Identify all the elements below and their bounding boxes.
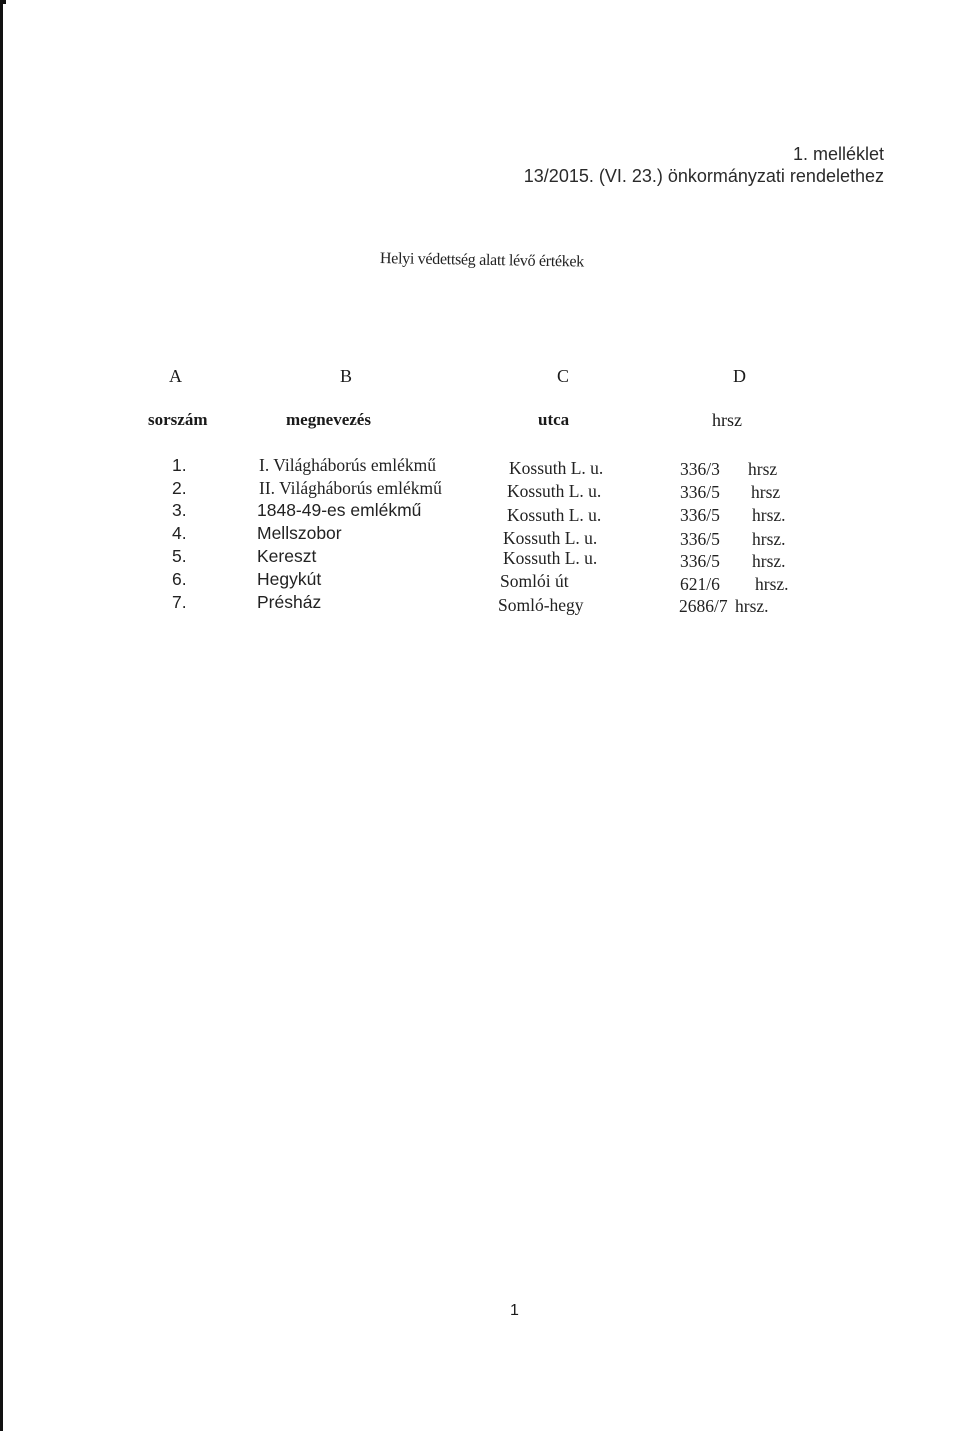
row-5-name: Kereszt [257,546,317,566]
row-2-unit: hrsz [751,482,781,502]
column-letter-a: A [169,366,182,386]
column-letter-c: C [557,366,570,386]
column-letter-b: B [340,366,353,386]
column-letter-d: D [733,366,746,386]
row-7-name: Présház [257,592,322,612]
header-sorszam: sorszám [148,410,208,429]
row-5-number: 5. [172,546,187,566]
row-6-unit: hrsz. [755,574,789,594]
row-1-street: Kossuth L. u. [509,458,604,478]
row-3-lot: 336/5 [680,505,720,525]
row-3-number: 3. [172,500,187,520]
document-title: Helyi védettség alatt lévő értékek [379,250,585,271]
row-1-unit: hrsz [748,459,778,479]
row-4-number: 4. [172,523,187,543]
row-2-number: 2. [172,478,187,498]
row-5-lot: 336/5 [680,551,720,571]
header-megnevezes: megnevezés [286,410,371,429]
header-hrsz: hrsz [712,410,742,430]
decree-reference: 13/2015. (VI. 23.) önkormányzati rendelethez [523,166,884,186]
annex-label: 1. melléklet [792,144,884,164]
row-3-name: 1848-49-es emlékmű [257,500,422,520]
row-3-unit: hrsz. [752,505,786,525]
row-4-unit: hrsz. [752,529,786,549]
row-5-unit: hrsz. [752,551,786,571]
row-6-number: 6. [172,569,187,589]
row-7-lot: 2686/7 [679,596,728,616]
row-6-name: Hegykút [257,569,322,589]
row-7-number: 7. [172,592,187,612]
row-3-street: Kossuth L. u. [507,505,602,525]
row-2-street: Kossuth L. u. [507,481,602,501]
row-6-lot: 621/6 [680,574,720,594]
row-5-street: Kossuth L. u. [503,548,598,568]
row-2-lot: 336/5 [680,482,720,502]
page-number: 1 [510,1302,519,1319]
row-4-street: Kossuth L. u. [503,528,598,548]
row-1-name: I. Világháborús emlékmű [259,455,436,475]
row-6-street: Somlói út [500,571,569,591]
row-7-unit: hrsz. [735,596,769,616]
scan-corner [0,0,6,4]
row-4-lot: 336/5 [680,529,720,549]
row-4-name: Mellszobor [257,523,342,543]
scan-edge [0,0,3,1431]
header-utca: utca [538,410,570,429]
row-1-number: 1. [172,455,187,475]
row-1-lot: 336/3 [680,459,720,479]
row-2-name: II. Világháborús emlékmű [259,478,442,498]
row-7-street: Somló-hegy [498,595,584,615]
